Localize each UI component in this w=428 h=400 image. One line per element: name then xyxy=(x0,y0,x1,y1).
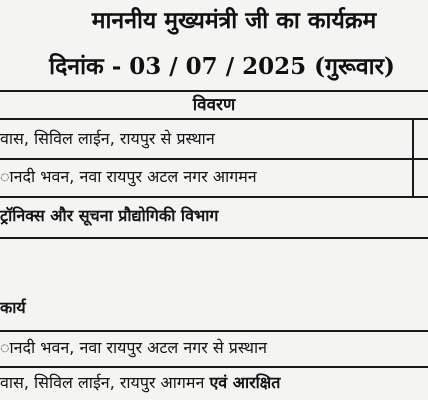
row-divider xyxy=(0,196,428,198)
table-top-border xyxy=(0,90,428,92)
row-divider xyxy=(0,330,428,332)
row-divider xyxy=(0,237,428,239)
column-border xyxy=(412,118,414,198)
table-row xyxy=(0,372,280,394)
schedule-date: दिनांक - 03 / 07 / 2025 (गुरूवार) xyxy=(49,53,395,80)
row-divider xyxy=(0,366,428,368)
header-divider xyxy=(0,118,428,120)
row-text: वास, सिविल लाईन, रायपुर आगमन xyxy=(0,373,210,392)
schedule-title: माननीय मुख्यमंत्री जी का कार्यक्रम xyxy=(91,7,377,34)
row-divider xyxy=(0,158,428,160)
column-header: विवरण xyxy=(192,95,236,115)
row-text-bold: एवं आरक्षित xyxy=(209,373,281,392)
table-row: ट्रॉनिक्स और सूचना प्रौद्योगिकी विभाग xyxy=(0,206,219,225)
section-label: कार्य xyxy=(0,298,26,317)
table-row: वास, सिविल लाईन, रायपुर से प्रस्थान xyxy=(0,129,215,148)
table-row: ानदी भवन, नवा रायपुर अटल नगर से प्रस्थान xyxy=(0,338,268,357)
table-row: ानदी भवन, नवा रायपुर अटल नगर आगमन xyxy=(0,167,257,186)
